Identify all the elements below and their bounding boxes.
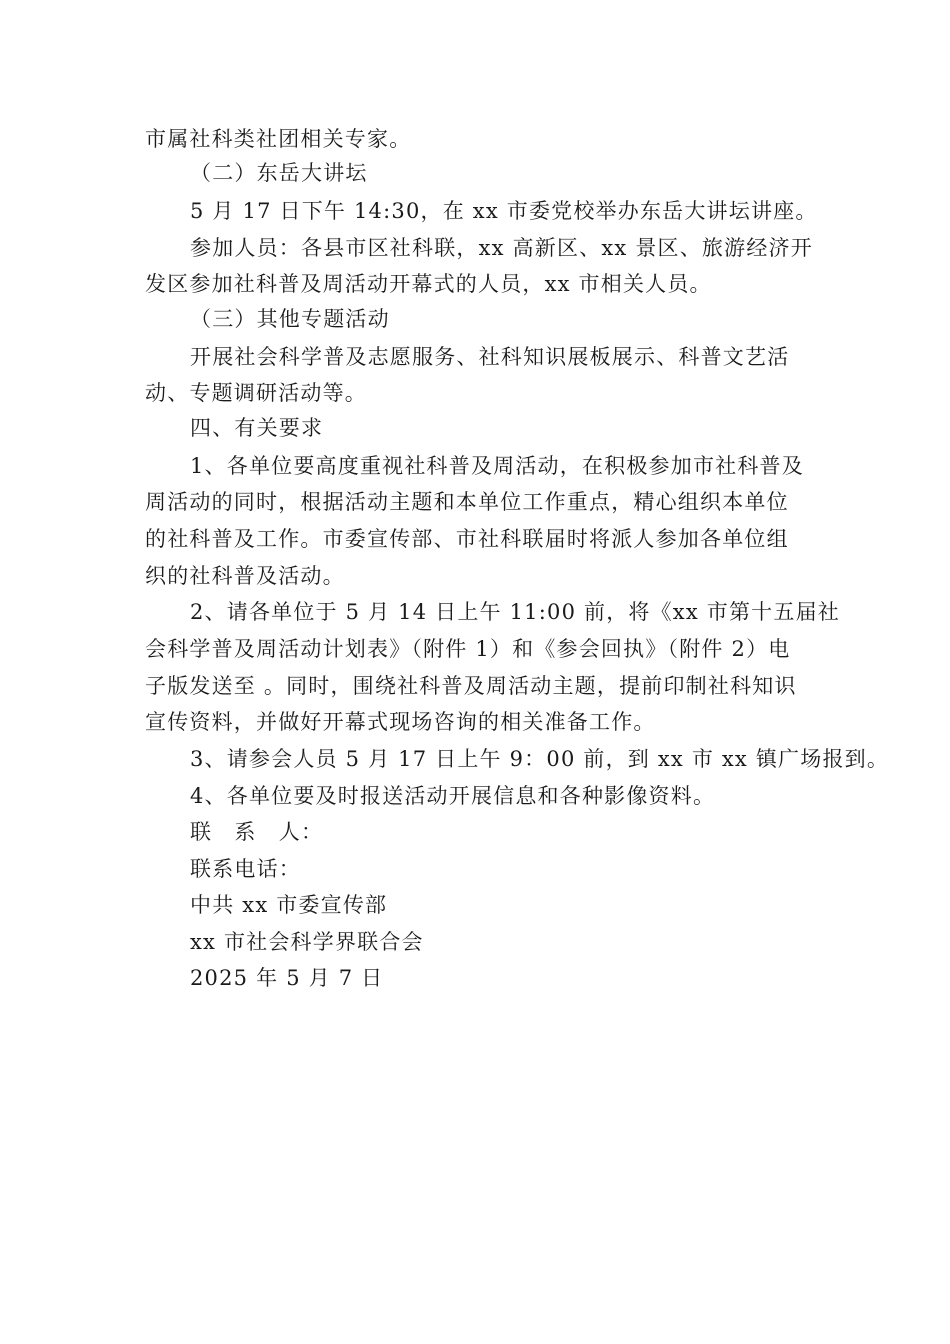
paragraph-line: 发区参加社科普及周活动开幕式的人员，xx 市相关人员。 — [145, 272, 712, 296]
paragraph-line: 子版发送至 。同时，围绕社科普及周活动主题，提前印制社科知识 — [145, 674, 797, 698]
section-heading-4: 四、有关要求 — [190, 416, 324, 440]
section-heading-2: （二）东岳大讲坛 — [190, 161, 368, 185]
paragraph-line: 5 月 17 日下午 14:30，在 xx 市委党校举办东岳大讲坛讲座。 — [190, 199, 818, 223]
paragraph-line: 2、请各单位于 5 月 14 日上午 11:00 前，将《xx 市第十五届社 — [190, 600, 840, 624]
paragraph-line: 动、专题调研活动等。 — [145, 381, 367, 405]
paragraph-line: 的社科普及工作。市委宣传部、市社科联届时将派人参加各单位组 — [145, 527, 789, 551]
signature-org-2: xx 市社会科学界联合会 — [190, 930, 424, 954]
paragraph-line: 参加人员：各县市区社科联，xx 高新区、xx 景区、旅游经济开 — [190, 236, 813, 260]
signature-org-1: 中共 xx 市委宣传部 — [190, 893, 388, 917]
paragraph-line: 开展社会科学普及志愿服务、社科知识展板展示、科普文艺活 — [190, 345, 790, 369]
paragraph-line: 市属社科类社团相关专家。 — [145, 127, 412, 151]
paragraph-line: 宣传资料，并做好开幕式现场咨询的相关准备工作。 — [145, 710, 656, 734]
paragraph-line: 3、请参会人员 5 月 17 日上午 9：00 前，到 xx 市 xx 镇广场报到。 — [190, 747, 890, 771]
section-heading-3: （三）其他专题活动 — [190, 307, 390, 331]
paragraph-line: 4、各单位要及时报送活动开展信息和各种影像资料。 — [190, 784, 716, 808]
paragraph-line: 1、各单位要高度重视社科普及周活动，在积极参加市社科普及 — [190, 454, 804, 478]
paragraph-line: 会科学普及周活动计划表》（附件 1）和《参会回执》（附件 2）电 — [145, 637, 791, 661]
paragraph-line: 周活动的同时，根据活动主题和本单位工作重点，精心组织本单位 — [145, 490, 789, 514]
paragraph-line: 织的社科普及活动。 — [145, 564, 345, 588]
contact-phone-label: 联系电话： — [190, 857, 301, 881]
document-date: 2025 年 5 月 7 日 — [190, 966, 384, 990]
contact-person-label: 联 系 人： — [190, 820, 324, 844]
